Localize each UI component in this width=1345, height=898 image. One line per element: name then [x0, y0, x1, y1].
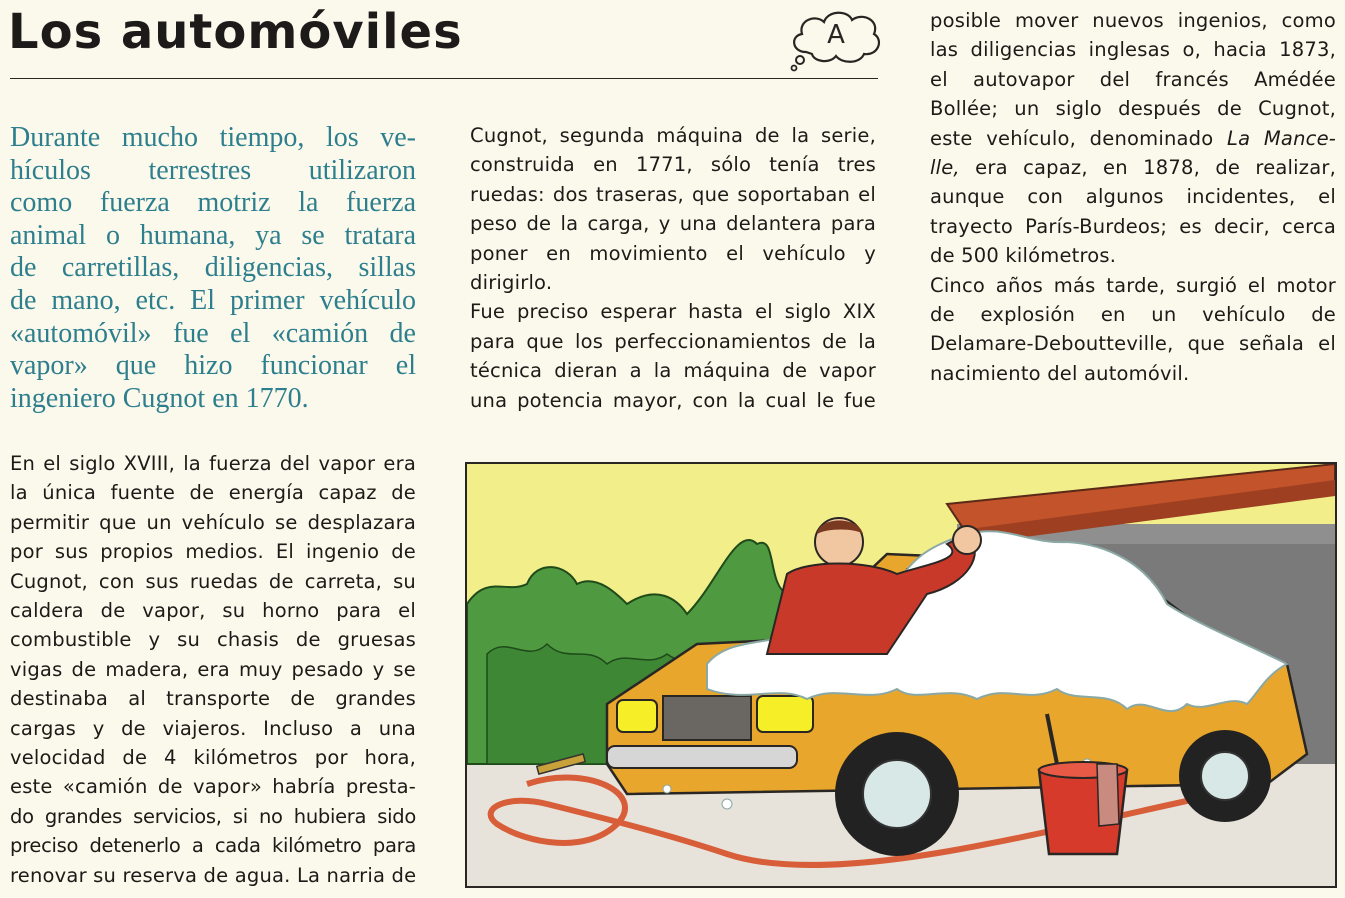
body-line: técnica dieran a la máquina de vapor: [470, 359, 876, 383]
title-divider: [10, 78, 878, 79]
illustration-drawing: [467, 464, 1335, 886]
body-column-1: [10, 449, 416, 890]
soap-drop: [722, 799, 732, 809]
body-column-2: [470, 121, 876, 415]
lead-line: como fuerza motriz la fuerza: [10, 187, 416, 219]
lead-line: de mano, etc. El primer vehículo: [10, 284, 416, 316]
headlight-right: [757, 696, 813, 732]
rear-hubcap: [1201, 752, 1249, 800]
body-line: renovar su reserva de agua. La narria de: [10, 863, 417, 887]
body-line: [930, 124, 1336, 153]
body-line: nacimiento del automóvil.: [930, 361, 1190, 385]
lead-line: Durante mucho tiempo, los ve-: [10, 122, 416, 153]
body-line: [930, 153, 1336, 182]
body-line: la única fuente de energía capaz de: [10, 481, 416, 505]
body-line: poner en movimiento el vehículo y: [470, 241, 876, 265]
lead-line: animal o humana, ya se tratara: [10, 219, 416, 251]
soap-drop: [663, 785, 671, 793]
rag: [1097, 764, 1119, 826]
body-line: do grandes servicios, si no hubiera sido: [10, 804, 416, 828]
lead-line: hículos terrestres utilizaron: [10, 154, 416, 186]
body-line-text: era capaz, en 1878, de realizar,: [959, 156, 1336, 180]
body-line-text: este vehículo, denominado: [930, 126, 1228, 150]
lead-line: «automóvil» fue el «camión de: [10, 317, 416, 349]
body-line: por sus propios medios. El ingenio de: [10, 540, 416, 564]
lead-line: ingeniero Cugnot en 1770.: [10, 382, 309, 414]
body-line: preciso detenerlo a cada kilómetro para: [10, 834, 416, 858]
badge-letter: A: [827, 20, 845, 50]
body-line: Bollée; un siglo después de Cugnot,: [930, 97, 1336, 121]
lead-line: vapor» que hizo funcionar el: [10, 350, 416, 382]
lead-paragraph: [10, 122, 416, 415]
body-line: ruedas: dos traseras, que soportaban el: [470, 182, 876, 206]
body-line: En el siglo XVIII, la fuerza del vapor era: [10, 452, 416, 475]
car-bumper: [607, 746, 797, 768]
body-line: cargas y de viajeros. Incluso a una: [10, 716, 416, 740]
body-line: velocidad de 4 kilómetros por hora,: [10, 746, 416, 770]
body-line: Cinco años más tarde, surgió el motor: [930, 273, 1336, 297]
body-line: trayecto París-Burdeos; es decir, cerca: [930, 214, 1336, 238]
body-line: Cugnot, segunda máquina de la serie,: [470, 124, 876, 147]
body-line: combustible y su chasis de gruesas: [10, 628, 416, 652]
car-washing-illustration: [465, 462, 1337, 888]
front-hubcap: [863, 760, 931, 828]
body-line: de 500 kilómetros.: [930, 244, 1117, 268]
body-line: destinaba al transporte de grandes: [10, 687, 416, 711]
body-line: las diligencias inglesas o, hacia 1873,: [930, 38, 1336, 62]
body-line: para que los perfeccionamientos de la: [470, 329, 876, 353]
body-line: vigas de madera, era muy pesado y se: [10, 657, 416, 681]
body-line: peso de la carga, y una delantera para: [470, 212, 876, 236]
body-line: Fue preciso esperar hasta el siglo XIX: [470, 300, 876, 324]
body-line: Delamare-Deboutteville, que señala el: [930, 332, 1336, 356]
body-line: dirigirlo.: [470, 271, 553, 295]
body-line: de explosión en un vehículo de: [930, 303, 1336, 327]
body-line: una potencia mayor, con la cual le fue: [470, 388, 876, 412]
man-hand: [953, 526, 981, 554]
body-line: permitir que un vehículo se desplazara: [10, 510, 416, 534]
headlight-left: [617, 700, 657, 732]
body-line: construida en 1771, sólo tenía tres: [470, 153, 876, 177]
vehicle-name-italic: lle,: [930, 156, 960, 180]
page-title: Los automóviles: [8, 4, 463, 60]
car-grille: [663, 696, 751, 740]
body-line: aunque con algunos incidentes, el: [930, 185, 1336, 209]
body-line: Cugnot, con sus ruedas de carreta, su: [10, 569, 416, 593]
body-line: caldera de vapor, su horno para el: [10, 599, 416, 623]
lead-line: de carretillas, diligencias, sillas: [10, 252, 416, 284]
body-line: este «camión de vapor» habría presta-: [10, 775, 416, 799]
vehicle-name-italic: La Mance-: [1227, 126, 1336, 150]
body-line: el autovapor del francés Amédée: [930, 67, 1336, 91]
body-column-3: [930, 6, 1336, 388]
body-line: posible mover nuevos ingenios, como: [930, 9, 1336, 32]
